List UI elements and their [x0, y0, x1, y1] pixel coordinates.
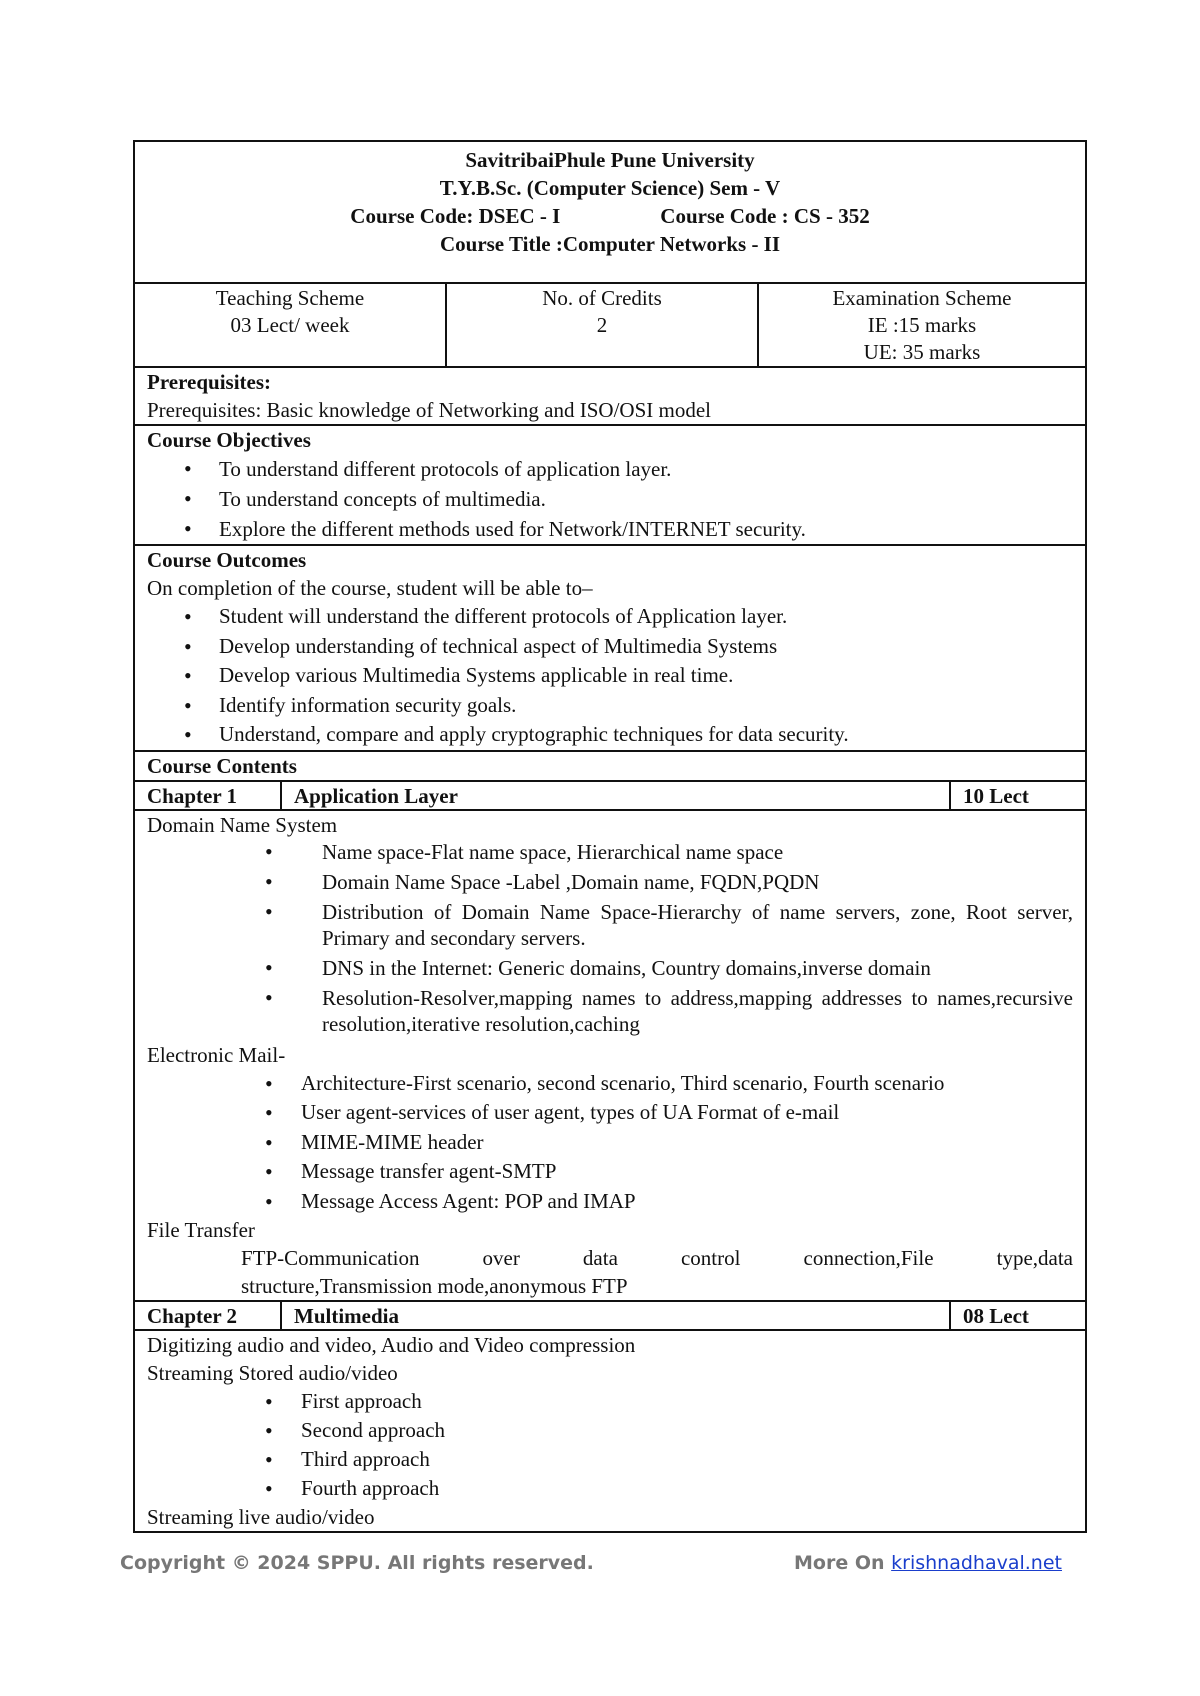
teaching-scheme-value: 03 Lect/ week	[230, 313, 350, 337]
email-list	[147, 1069, 1073, 1217]
chapter-2-content	[135, 1331, 1085, 1531]
course-codes	[147, 202, 1073, 230]
exam-scheme-label: Examination Scheme	[832, 286, 1012, 310]
objectives-section	[135, 426, 1085, 546]
course-title: Course Title :Computer Networks - II	[439, 232, 781, 256]
copyright-text: Copyright © 2024 SPPU. All rights reserved.	[120, 1552, 594, 1574]
course-code-dsec: Course Code: DSEC - I	[350, 204, 561, 228]
chapter-1-number: Chapter 1	[135, 782, 282, 809]
chapter-2-line-3: Streaming live audio/video	[147, 1505, 375, 1529]
outcomes-section	[135, 546, 1085, 752]
list-item: • Develop understanding of technical aspect of Multimedia Systems	[147, 632, 1073, 662]
list-item: • To understand concepts of multimedia.	[147, 484, 1073, 514]
chapter-1-row	[135, 782, 1085, 811]
prerequisites-heading: Prerequisites:	[147, 370, 272, 394]
chapter-2-line-1: Digitizing audio and video, Audio and Video compression	[147, 1333, 636, 1357]
list-item: • Domain Name Space -Label ,Domain name, FQDN,PQDN	[147, 869, 1073, 895]
objectives-list	[147, 454, 1073, 544]
more-on-label: More On	[794, 1552, 885, 1574]
credits-value: 2	[596, 313, 608, 337]
ftp-line-2: structure,Transmission mode,anonymous FTP	[241, 1274, 628, 1298]
dns-list	[147, 839, 1073, 1037]
credits-label: No. of Credits	[542, 286, 662, 310]
objectives-heading: Course Objectives	[147, 428, 311, 452]
outcomes-intro: On completion of the course, student will be able to–	[147, 576, 593, 600]
course-contents-heading: Course Contents	[135, 752, 1085, 782]
chapter-2-number: Chapter 2	[135, 1302, 282, 1329]
outcomes-heading: Course Outcomes	[147, 548, 307, 572]
list-item: • Third approach	[147, 1445, 1073, 1474]
chapter-1-content	[135, 811, 1085, 1303]
list-item: • Distribution of Domain Name Space-Hierarchy of name servers, zone, Root server, Primary and secondary servers.	[147, 899, 1073, 951]
list-item: • Understand, compare and apply cryptographic techniques for data security.	[147, 720, 1073, 750]
exam-ie-marks: IE :15 marks	[867, 313, 977, 337]
streaming-list	[147, 1387, 1073, 1503]
outcomes-list	[147, 602, 1073, 750]
syllabus-table	[133, 140, 1087, 1533]
program-name: T.Y.B.Sc. (Computer Science) Sem - V	[439, 176, 781, 200]
chapter-2-lectures: 08 Lect	[963, 1304, 1029, 1328]
chapter-1-title: Application Layer	[282, 782, 951, 809]
dns-heading: Domain Name System	[147, 812, 338, 837]
list-item: • Develop various Multimedia Systems applicable in real time.	[147, 661, 1073, 691]
teaching-scheme-cell	[135, 284, 447, 366]
list-item: • Identify information security goals.	[147, 691, 1073, 721]
chapter-2-line-2: Streaming Stored audio/video	[147, 1361, 398, 1385]
prerequisites-section	[135, 368, 1085, 426]
list-item: • Resolution-Resolver,mapping names to address,mapping addresses to names,recursive resolution,iterative resolution,caching	[147, 985, 1073, 1037]
chapter-1-lectures: 10 Lect	[963, 783, 1029, 808]
website-link[interactable]: krishnadhaval.net	[891, 1552, 1062, 1574]
list-item: • Fourth approach	[147, 1474, 1073, 1503]
list-item: • Message transfer agent-SMTP	[147, 1157, 1073, 1187]
list-item: • MIME-MIME header	[147, 1128, 1073, 1158]
list-item: • User agent-services of user agent, types of UA Format of e-mail	[147, 1098, 1073, 1128]
list-item: • Student will understand the different protocols of Application layer.	[147, 602, 1073, 632]
teaching-scheme-label: Teaching Scheme	[215, 286, 365, 310]
list-item: • DNS in the Internet: Generic domains, Country domains,inverse domain	[147, 955, 1073, 981]
file-transfer-heading: File Transfer	[147, 1218, 255, 1242]
course-header	[135, 142, 1085, 284]
course-code-cs: Course Code : CS - 352	[660, 204, 870, 228]
list-item: • Name space-Flat name space, Hierarchical name space	[147, 839, 1073, 865]
email-heading: Electronic Mail-	[147, 1042, 286, 1067]
chapter-2-title: Multimedia	[282, 1302, 951, 1329]
list-item: • Message Access Agent: POP and IMAP	[147, 1187, 1073, 1217]
more-on	[794, 1552, 1062, 1574]
exam-scheme-cell	[759, 284, 1085, 366]
ftp-line-1: FTP-Communication over data control connection,File type,data	[241, 1246, 1073, 1270]
prerequisites-text: Prerequisites: Basic knowledge of Networking and ISO/OSI model	[147, 398, 711, 422]
credits-cell	[447, 284, 759, 366]
list-item: • Architecture-First scenario, second scenario, Third scenario, Fourth scenario	[147, 1069, 1073, 1099]
list-item: • To understand different protocols of application layer.	[147, 454, 1073, 484]
list-item: • Second approach	[147, 1416, 1073, 1445]
chapter-2-row	[135, 1302, 1085, 1331]
university-name: SavitribaiPhule Pune University	[465, 148, 755, 172]
scheme-row	[135, 284, 1085, 368]
ftp-text	[147, 1244, 1073, 1300]
exam-ue-marks: UE: 35 marks	[863, 340, 981, 364]
list-item: • Explore the different methods used for Network/INTERNET security.	[147, 514, 1073, 544]
list-item: • First approach	[147, 1387, 1073, 1416]
